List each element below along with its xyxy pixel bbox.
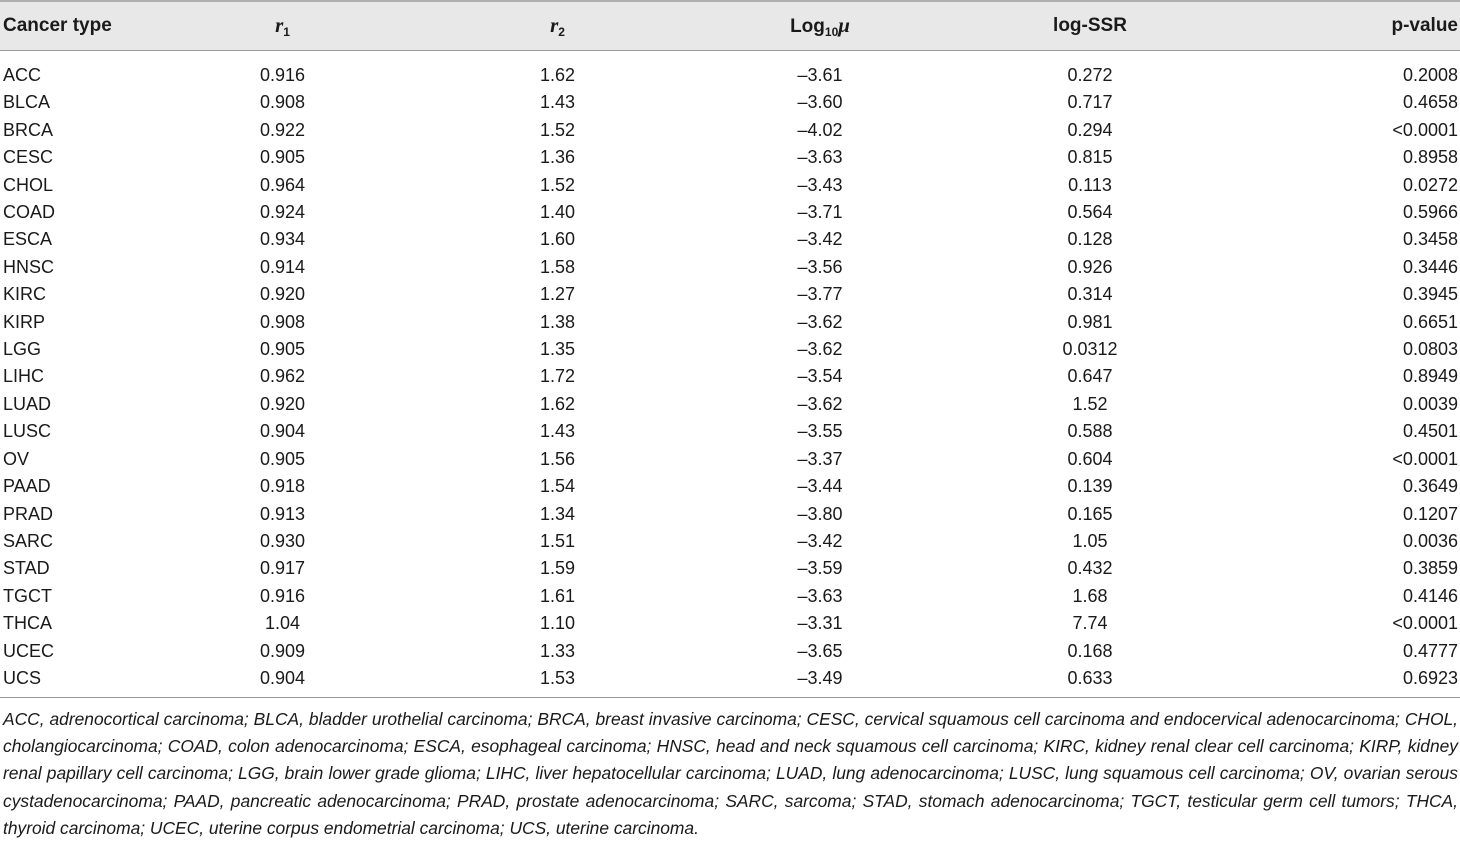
log-mu-cell: –3.43 [797,174,843,195]
header-cancer-type: Cancer type [3,15,112,36]
log-mu-cell: –3.62 [797,393,843,414]
log-ssr-cell: 0.314 [1067,284,1113,305]
log-mu-cell: –3.54 [797,366,843,387]
table-row [0,665,1460,692]
log-ssr-cell: 0.168 [1067,640,1113,661]
cancer-type-cell: PAAD [3,476,51,497]
r2-cell: 1.72 [539,366,576,387]
table-footnote: ACC, adrenocortical carcinoma; BLCA, bladder urothelial carcinoma; BRCA, breast invasive carcinoma; CESC, cervical squamous cell carcinoma and endocervical adenocarcinoma; CHOL, cholangiocarcinoma; COAD, colon adenocarcinoma; ESCA, esophageal carcinoma; HNSC, head and neck squamous cell carcinoma; KIRC, kidney renal clear cell carcinoma; KIRP, kidney renal papillary cell carcinoma; LGG, brain lower grade glioma; LIHC, liver hepatocellular carcinoma; LUAD, lung adenocarcinoma; LUSC, lung squamous cell carcinoma; OV, ovarian serous cystadenocarcinoma; PAAD, pancreatic adenocarcinoma; PRAD, prostate adenocarcinoma; SARC, sarcoma; STAD, stomach adenocarcinoma; TGCT, testicular germ cell tumors; THCA, thyroid carcinoma; UCEC, uterine corpus endometrial carcinoma; UCS, uterine carcinoma. [3,709,1458,838]
log-mu-cell: –3.65 [797,640,843,661]
table-row [0,172,1460,199]
cancer-type-cell: OV [3,448,30,469]
table-row [0,583,1460,610]
table-row [0,418,1460,445]
table-row [0,391,1460,418]
table-row [0,473,1460,500]
r2-cell: 1.33 [539,640,576,661]
log-mu-cell: –3.61 [797,65,843,85]
p-value-cell: 0.2008 [1402,65,1458,85]
r1-cell: 0.913 [259,503,306,524]
log-mu-cell: –3.44 [797,476,843,497]
log-ssr-cell: 0.432 [1067,558,1113,579]
r1-cell: 0.908 [259,92,306,113]
cancer-type-cell: BRCA [3,119,54,140]
cancer-type-cell: ESCA [3,229,53,250]
r1-cell: 0.922 [259,119,306,140]
p-value-cell: 0.4777 [1402,640,1458,661]
header-r1 [150,2,415,50]
log-mu-cell: –3.71 [797,202,843,223]
cancer-type-cell: UCS [3,667,42,688]
r2-cell: 1.62 [539,393,576,414]
header-r1-subscript: 1 [283,25,290,39]
p-value-cell: <0.0001 [1392,613,1458,634]
cancer-type-cell: HNSC [3,256,55,277]
log-mu-cell: –3.55 [797,421,843,442]
table-row [0,446,1460,473]
log-mu-cell: –3.60 [797,92,843,113]
p-value-cell: 0.5966 [1402,202,1458,223]
log-ssr-cell: 0.564 [1067,202,1113,223]
log-ssr-cell: 0.717 [1067,92,1113,113]
log-ssr-cell: 0.815 [1067,147,1113,168]
r1-cell: 0.918 [259,476,306,497]
p-value-cell: 0.3446 [1402,256,1458,277]
cancer-type-cell: KIRP [3,311,46,332]
log-ssr-cell: 1.52 [1072,393,1108,414]
r2-cell: 1.43 [539,421,576,442]
r1-cell: 0.924 [259,202,306,223]
cancer-type-cell: UCEC [3,640,55,661]
table-row [0,501,1460,528]
r2-cell: 1.60 [539,229,576,250]
cancer-type-cell: TGCT [3,585,52,606]
p-value-cell: 0.6651 [1402,311,1458,332]
p-value-cell: 0.0803 [1402,339,1458,360]
p-value-cell: 0.3649 [1402,476,1458,497]
r1-cell: 0.905 [259,147,306,168]
r2-cell: 1.43 [539,92,576,113]
cancer-type-cell: LIHC [3,366,45,387]
table-row [0,336,1460,363]
log-mu-cell: –3.37 [797,448,843,469]
r1-cell: 0.917 [259,558,306,579]
header-p-value: p-value [1391,15,1458,36]
header-log-subscript: 10 [824,25,839,39]
cancer-type-cell: LUSC [3,421,52,442]
log-ssr-cell: 0.165 [1067,503,1113,524]
r1-cell: 0.916 [259,65,306,85]
p-value-cell: 0.4658 [1402,92,1458,113]
p-value-cell: 0.8949 [1402,366,1458,387]
r1-cell: 0.914 [259,256,306,277]
log-mu-cell: –3.62 [797,339,843,360]
log-ssr-cell: 1.68 [1072,585,1108,606]
r2-cell: 1.40 [539,202,576,223]
log-ssr-cell: 0.633 [1067,667,1113,688]
cancer-type-cell: STAD [3,558,50,579]
p-value-cell: 0.4146 [1402,585,1458,606]
p-value-cell: 0.1207 [1402,503,1458,524]
header-log-text: Log [790,16,825,37]
log-mu-cell: –3.59 [797,558,843,579]
log-mu-cell: –3.62 [797,311,843,332]
p-value-cell: 0.3945 [1402,284,1458,305]
table-row [0,638,1460,665]
log-mu-cell: –3.77 [797,284,843,305]
table-row [0,363,1460,390]
header-r2-symbol: r [550,13,559,37]
r2-cell: 1.53 [539,667,576,688]
r2-cell: 1.54 [539,476,576,497]
cancer-type-cell: KIRC [3,284,47,305]
table-row [0,610,1460,637]
cancer-type-cell: CESC [3,147,54,168]
r2-cell: 1.52 [539,119,576,140]
header-log-ssr: log-SSR [1053,15,1127,36]
log-ssr-cell: 0.647 [1067,366,1113,387]
r2-cell: 1.10 [539,613,576,634]
r1-cell: 0.905 [259,339,306,360]
r1-cell: 0.916 [259,585,306,606]
log-mu-cell: –3.80 [797,503,843,524]
header-mu-symbol: μ [838,13,850,37]
bottom-rule [0,697,1460,698]
r2-cell: 1.36 [539,147,576,168]
table-row [0,50,1460,89]
r1-cell: 0.904 [259,667,306,688]
r2-cell: 1.62 [539,65,576,85]
r1-cell: 0.962 [259,366,306,387]
cancer-type-cell: PRAD [3,503,54,524]
data-table [0,2,1460,692]
cancer-type-cell: LGG [3,339,42,360]
table-row [0,254,1460,281]
p-value-cell: 0.4501 [1402,421,1458,442]
log-mu-cell: –3.56 [797,256,843,277]
r1-cell: 0.920 [259,284,306,305]
p-value-cell: 0.0036 [1402,530,1458,551]
log-mu-cell: –3.31 [797,613,843,634]
r1-cell: 0.908 [259,311,306,332]
p-value-cell: 0.8958 [1402,147,1458,168]
cancer-type-cell: THCA [3,613,52,634]
r2-cell: 1.52 [539,174,576,195]
table-row [0,144,1460,171]
header-r1-symbol: r [275,13,284,37]
log-ssr-cell: 0.0312 [1062,339,1118,360]
log-ssr-cell: 0.128 [1067,229,1113,250]
log-ssr-cell: 0.272 [1067,65,1113,85]
cancer-type-cell: COAD [3,202,56,223]
table-row [0,555,1460,582]
p-value-cell: 0.3859 [1402,558,1458,579]
r1-cell: 0.905 [259,448,306,469]
p-value-cell: <0.0001 [1392,119,1458,140]
table-row [0,309,1460,336]
log-mu-cell: –3.42 [797,530,843,551]
cancer-type-cell: LUAD [3,393,52,414]
table-row [0,226,1460,253]
p-value-cell: <0.0001 [1392,448,1458,469]
r1-cell: 1.04 [264,613,301,634]
log-ssr-cell: 0.588 [1067,421,1113,442]
log-ssr-cell: 7.74 [1072,613,1108,634]
header-r2 [415,2,700,50]
log-ssr-cell: 0.294 [1067,119,1113,140]
log-mu-cell: –3.63 [797,147,843,168]
log-mu-cell: –3.49 [797,667,843,688]
log-ssr-cell: 0.604 [1067,448,1113,469]
table-row [0,281,1460,308]
r2-cell: 1.38 [539,311,576,332]
r2-cell: 1.34 [539,503,576,524]
log-ssr-cell: 0.981 [1067,311,1113,332]
r2-cell: 1.51 [539,530,576,551]
cancer-type-cell: CHOL [3,174,54,195]
log-mu-cell: –4.02 [797,119,843,140]
r1-cell: 0.964 [259,174,306,195]
table-row [0,528,1460,555]
log-ssr-cell: 0.139 [1067,476,1113,497]
p-value-cell: 0.6923 [1402,667,1458,688]
p-value-cell: 0.0039 [1402,393,1458,414]
r2-cell: 1.58 [539,256,576,277]
header-log-mu [700,2,940,50]
r2-cell: 1.27 [539,284,576,305]
log-mu-cell: –3.63 [797,585,843,606]
r2-cell: 1.61 [539,585,576,606]
log-ssr-cell: 0.113 [1068,174,1112,195]
r1-cell: 0.920 [259,393,306,414]
r1-cell: 0.934 [259,229,306,250]
table-body [0,50,1460,692]
r2-cell: 1.59 [539,558,576,579]
header-r2-subscript: 2 [558,25,565,39]
r1-cell: 0.909 [259,640,306,661]
p-value-cell: 0.3458 [1402,229,1458,250]
r2-cell: 1.35 [539,339,576,360]
r2-cell: 1.56 [539,448,576,469]
cancer-type-cell: ACC [3,65,42,85]
header-row [0,2,1460,50]
cancer-type-cell: SARC [3,530,54,551]
log-ssr-cell: 1.05 [1072,530,1108,551]
p-value-cell: 0.0272 [1402,174,1458,195]
log-ssr-cell: 0.926 [1067,256,1113,277]
cancer-type-cell: BLCA [3,92,51,113]
r1-cell: 0.930 [259,530,306,551]
table-row [0,117,1460,144]
table-row [0,89,1460,116]
table-row [0,199,1460,226]
r1-cell: 0.904 [259,421,306,442]
log-mu-cell: –3.42 [797,229,843,250]
